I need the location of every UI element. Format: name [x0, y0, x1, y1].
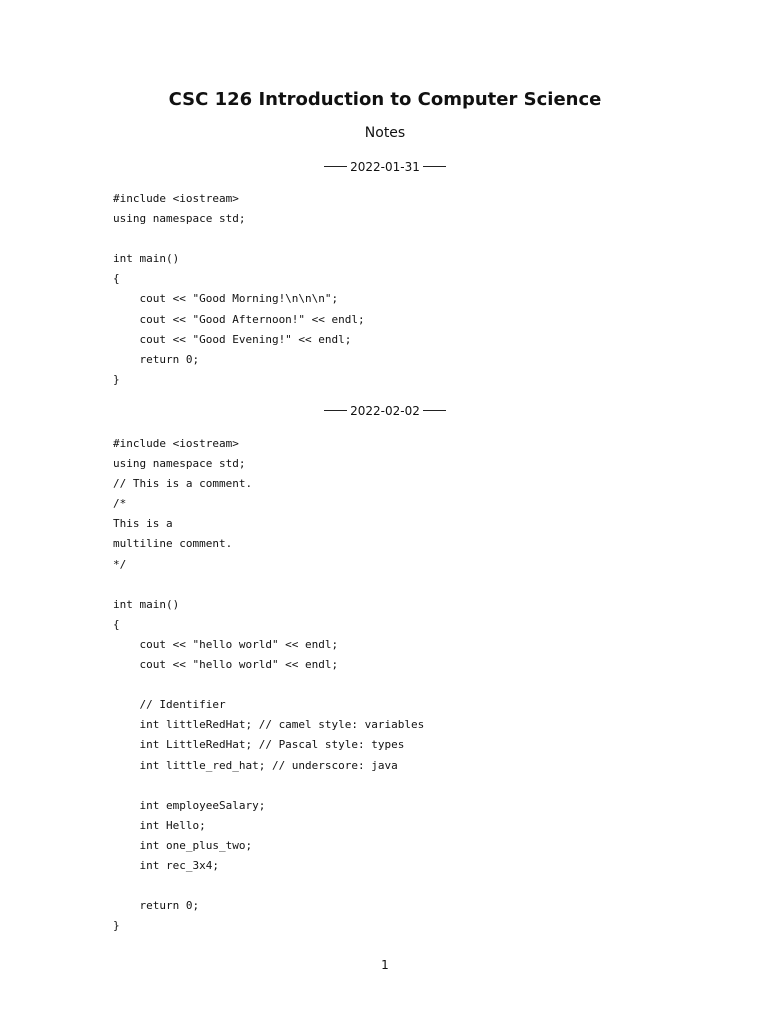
code-line: cout << "hello world" << endl; — [113, 658, 339, 672]
code-line: int main() — [113, 252, 180, 266]
code-line: #include <iostream> — [113, 437, 239, 450]
code-line — [113, 675, 424, 695]
code-line: } — [113, 372, 120, 386]
divider-dash-left — [324, 166, 347, 167]
code-line: cout << "hello world" << endl; — [113, 637, 339, 651]
code-line: int one_plus_two; — [113, 838, 253, 852]
code-line: return 0; — [113, 352, 200, 366]
date-divider — [0, 159, 770, 175]
code-line: */ — [113, 557, 127, 571]
code-block — [113, 434, 424, 936]
divider-dash-left — [324, 410, 347, 411]
code-line: cout << "Good Afternoon!" << endl; — [113, 312, 365, 326]
code-line: This is a — [113, 517, 173, 531]
date-divider — [0, 403, 770, 419]
code-line: // This is a comment. — [113, 477, 253, 491]
divider-dash-right — [423, 166, 446, 167]
section-date: 2022-02-02 — [350, 404, 420, 418]
code-line: int rec_3x4; — [113, 858, 219, 872]
code-line — [113, 876, 424, 896]
code-line: int LittleRedHat; // Pascal style: types — [113, 738, 405, 752]
code-block — [113, 189, 365, 390]
code-line: /* — [113, 497, 127, 511]
code-line: int main() — [113, 597, 180, 611]
code-line: return 0; — [113, 899, 200, 913]
document-title: CSC 126 Introduction to Computer Science — [168, 89, 602, 110]
code-line: #include <iostream> — [113, 192, 239, 205]
code-line: } — [113, 919, 120, 933]
code-line: int little_red_hat; // underscore: java — [113, 758, 398, 772]
divider-dash-right — [423, 410, 446, 411]
code-line — [113, 776, 424, 796]
page-number: 1 — [381, 958, 389, 972]
code-line: // Identifier — [113, 698, 226, 712]
code-line: multiline comment. — [113, 537, 233, 551]
document-subtitle: Notes — [364, 125, 406, 141]
code-line: cout << "Good Morning!\n\n\n"; — [113, 292, 339, 306]
code-line: int littleRedHat; // camel style: variables — [113, 718, 425, 732]
code-line: { — [113, 272, 120, 286]
code-line: cout << "Good Evening!" << endl; — [113, 332, 352, 346]
section-date: 2022-01-31 — [350, 160, 420, 174]
code-line: using namespace std; — [113, 457, 246, 471]
code-line: int employeeSalary; — [113, 798, 266, 812]
code-line — [113, 575, 424, 595]
code-line: int Hello; — [113, 818, 206, 832]
code-line: using namespace std; — [113, 212, 246, 226]
code-line — [113, 229, 365, 249]
code-line: { — [113, 617, 120, 631]
